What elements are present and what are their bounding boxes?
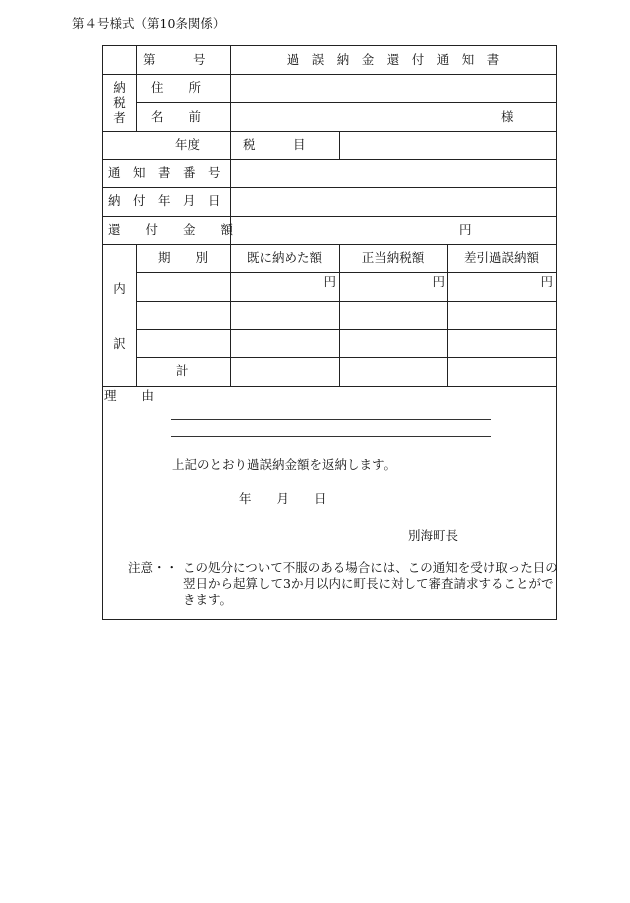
address-label: 住 所	[151, 80, 202, 95]
reason-line	[171, 436, 491, 437]
note-label: 注意・・	[128, 560, 179, 575]
taxpayer-label-char: 者	[113, 110, 126, 125]
taxpayer-label-char: 税	[113, 95, 126, 110]
rule	[136, 102, 556, 103]
refund-amount-label: 還 付 金 額	[108, 222, 234, 237]
rule	[103, 216, 556, 217]
form-title: 過 誤 納 金 還 付 通 知 書	[286, 52, 500, 67]
rule	[103, 131, 556, 132]
breakdown-header-paid: 既に納めた額	[246, 250, 322, 265]
fiscal-year-label: 年度	[175, 137, 201, 152]
refund-notice-form	[102, 45, 557, 620]
tax-item-label: 税 目	[243, 137, 306, 152]
reason-line	[171, 419, 491, 420]
rule	[103, 159, 556, 160]
refund-amount-unit: 円	[459, 222, 472, 237]
taxpayer-label-char: 納	[113, 80, 126, 95]
note-text-line: 翌日から起算して3か月以内に町長に対して審査請求することがで	[183, 576, 554, 591]
rule	[103, 74, 556, 75]
rule	[103, 187, 556, 188]
unit-yen: 円	[323, 274, 336, 289]
reason-label: 理 由	[104, 388, 155, 403]
taxpayer-label	[103, 80, 136, 125]
rule	[339, 131, 340, 159]
rule	[230, 131, 231, 159]
notice-number-label: 通 知 書 番 号	[108, 165, 221, 180]
rule	[136, 272, 556, 273]
rule	[136, 301, 556, 302]
rule	[136, 46, 137, 131]
breakdown-label-bottom: 訳	[113, 336, 126, 351]
breakdown-label-top: 内	[113, 281, 126, 296]
statement: 上記のとおり過誤納金額を返納します。	[172, 457, 397, 472]
form-number-caption: 第４号様式（第10条関係）	[72, 16, 226, 31]
total-label: 計	[176, 363, 189, 378]
breakdown-header-overpaid: 差引過誤納額	[463, 250, 539, 265]
rule	[103, 386, 556, 387]
rule	[136, 357, 556, 358]
unit-yen: 円	[540, 274, 553, 289]
note-text-line: この処分について不服のある場合には、この通知を受け取った日の	[183, 560, 558, 575]
date-line: 年 月 日	[239, 491, 327, 506]
payment-date-label: 納 付 年 月 日	[108, 193, 221, 208]
number-label: 第 号	[143, 52, 206, 67]
breakdown-header-correct: 正当納税額	[361, 250, 425, 265]
name-label: 名 前	[151, 109, 202, 124]
unit-yen: 円	[432, 274, 445, 289]
rule	[103, 244, 556, 245]
rule	[136, 329, 556, 330]
breakdown-header-period: 期 別	[157, 250, 208, 265]
honorific-label: 様	[501, 109, 514, 124]
issuer-name: 別海町長	[408, 528, 459, 543]
note-text-line: きます。	[183, 592, 233, 607]
